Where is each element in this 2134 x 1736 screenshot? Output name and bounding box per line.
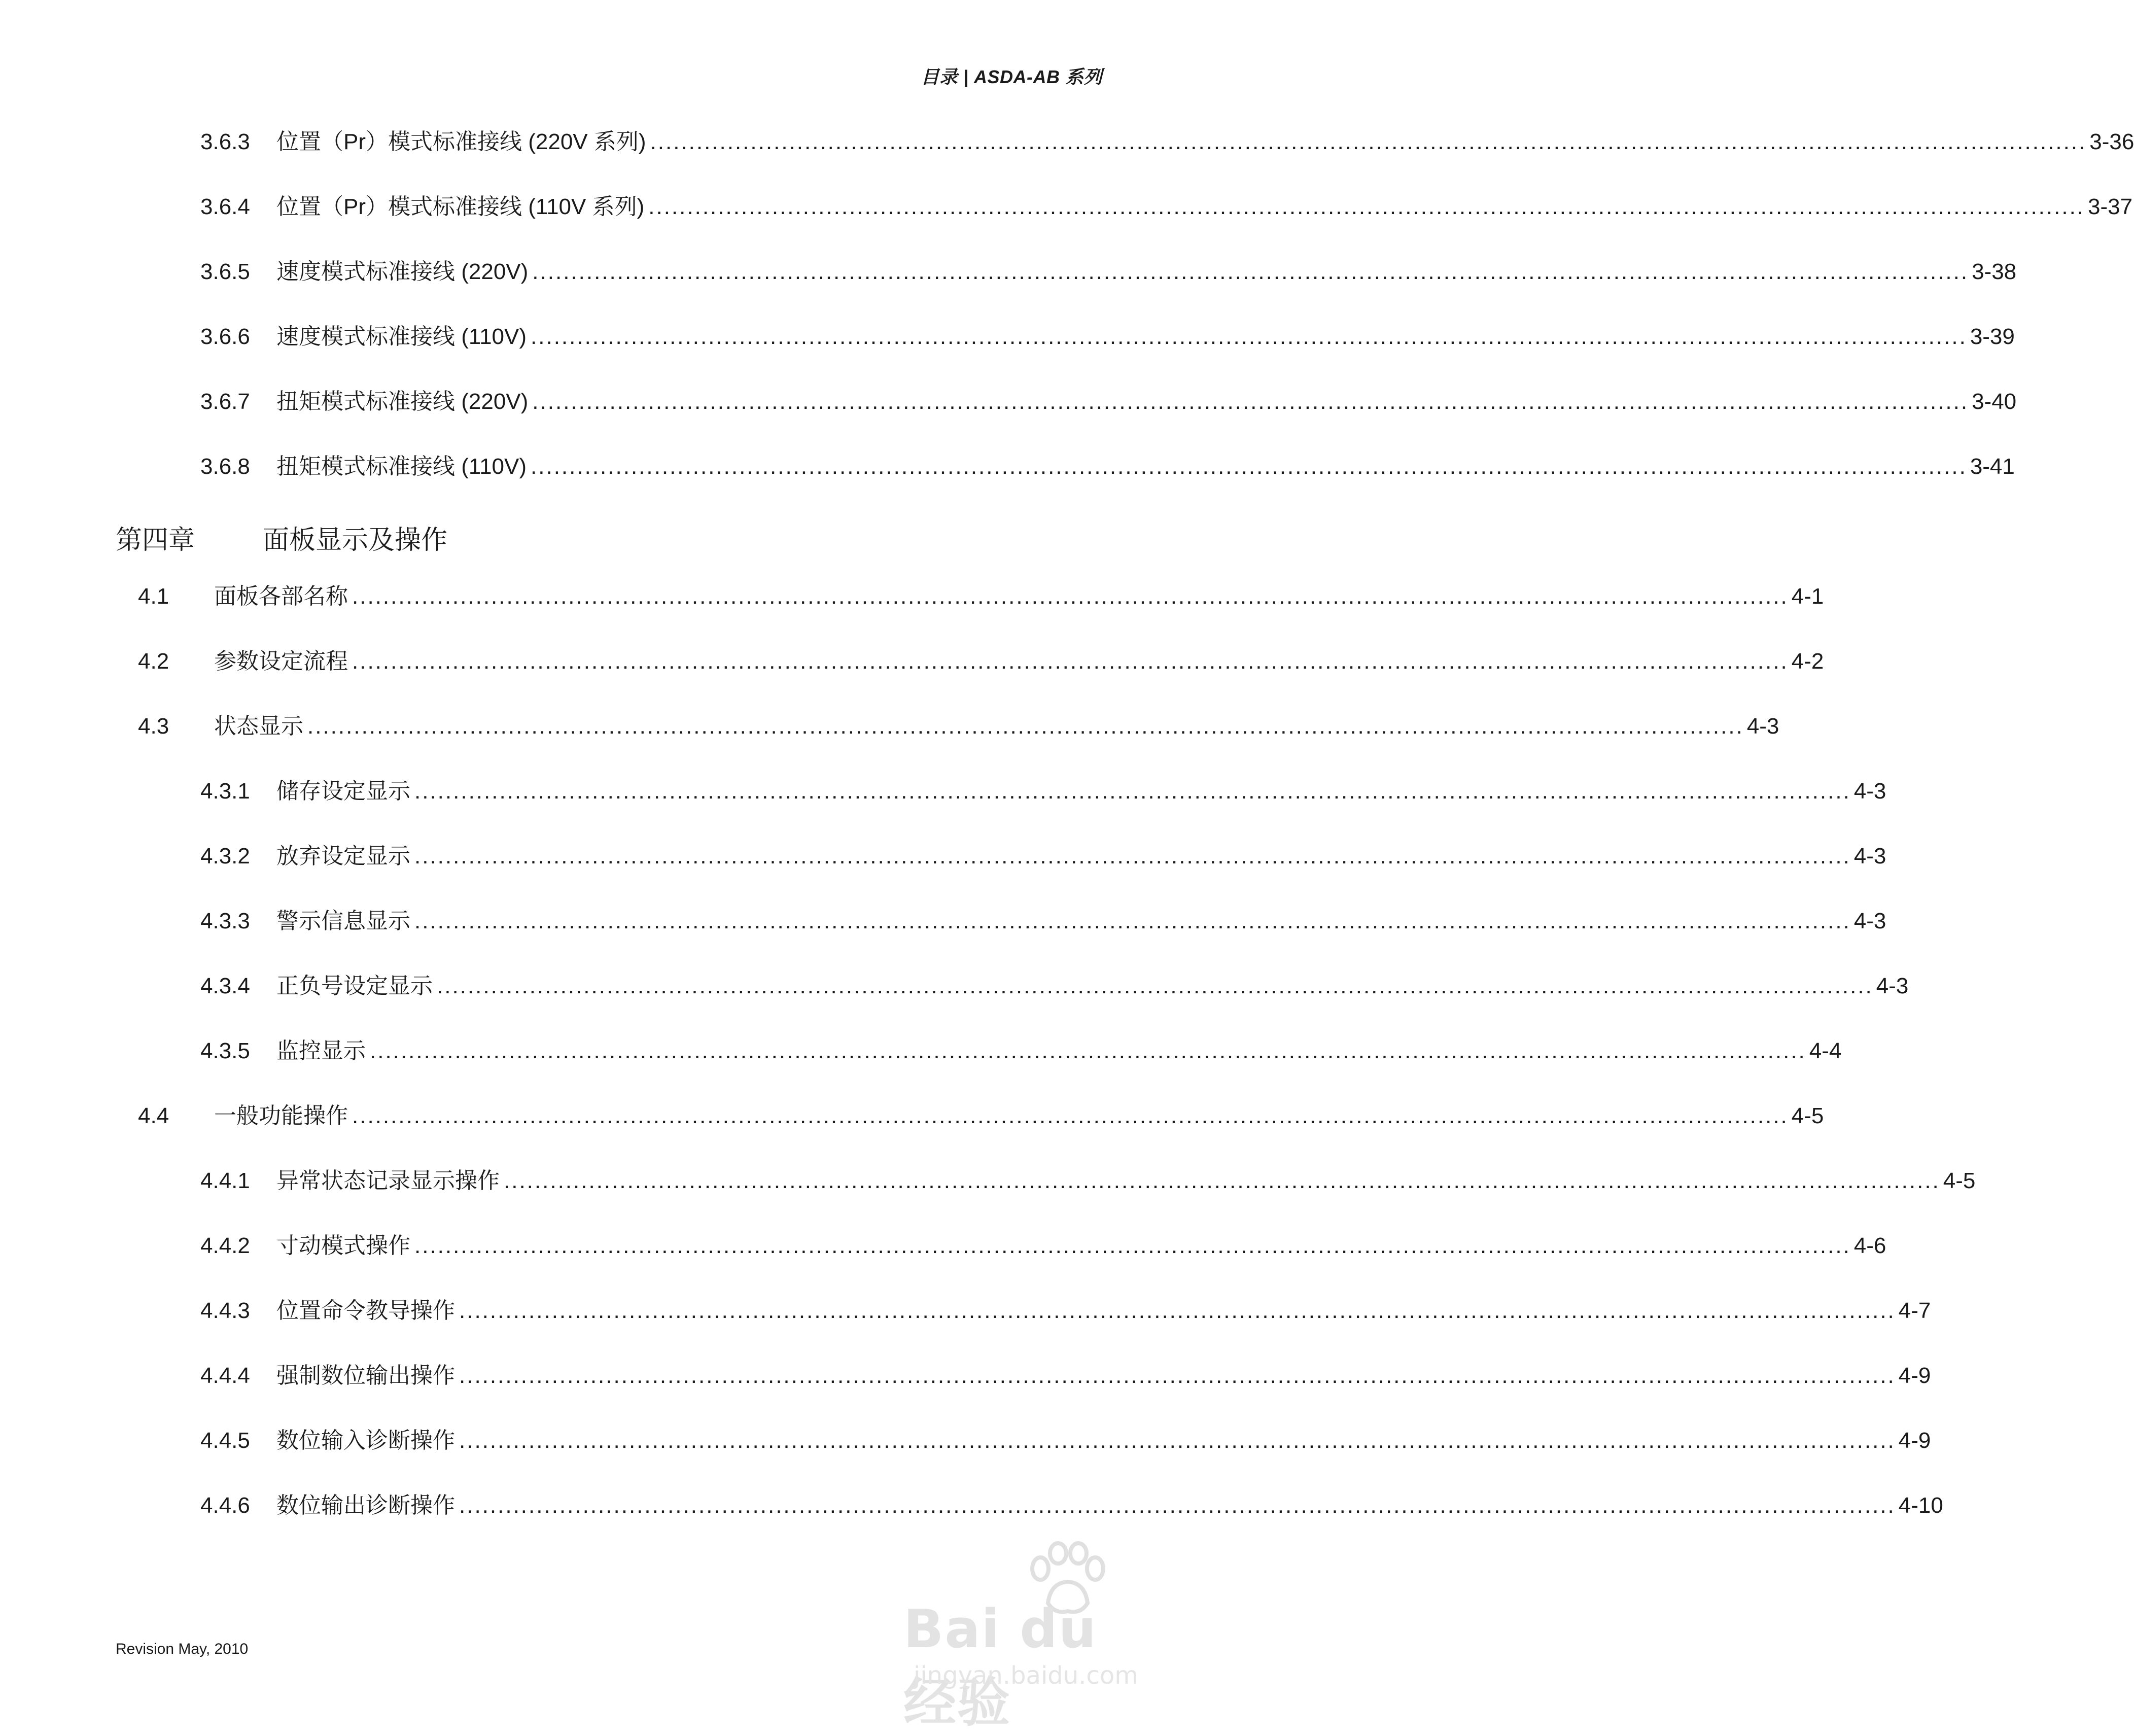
entry-number: 4.4.4 bbox=[200, 1363, 250, 1388]
entry-page: 4-5 bbox=[1943, 1168, 1976, 1193]
entry-title: 强制数位输出操作 bbox=[276, 1363, 455, 1388]
entry-title: 寸动模式操作 bbox=[276, 1233, 410, 1258]
dot-leader: .......................................................................................................................................................................................... bbox=[352, 649, 1789, 674]
entry-page: 4-3 bbox=[1876, 974, 1909, 998]
entry-title: 正负号设定显示 bbox=[276, 974, 433, 998]
toc-entry[interactable] bbox=[138, 649, 1824, 674]
toc-entry[interactable] bbox=[200, 1038, 1842, 1063]
entry-title: 位置（Pr）模式标准接线 (110V 系列) bbox=[276, 194, 645, 219]
entry-title: 数位输出诊断操作 bbox=[276, 1493, 455, 1518]
dot-leader: .......................................................................................................................................................................................... bbox=[531, 324, 1967, 349]
dot-leader: .......................................................................................................................................................................................... bbox=[352, 1103, 1789, 1128]
toc-entry[interactable] bbox=[200, 1493, 1943, 1518]
toc-entry[interactable] bbox=[200, 194, 2133, 219]
entry-title: 监控显示 bbox=[276, 1038, 366, 1063]
entry-title: 速度模式标准接线 (110V) bbox=[276, 324, 527, 349]
dot-leader: .......................................................................................................................................................................................... bbox=[459, 1298, 1896, 1323]
toc-entry[interactable] bbox=[200, 779, 1886, 804]
entry-title: 异常状态记录显示操作 bbox=[276, 1168, 500, 1193]
entry-title: 扭矩模式标准接线 (220V) bbox=[276, 389, 529, 414]
dot-leader: .......................................................................................................................................................................................... bbox=[352, 584, 1789, 609]
toc-entry[interactable] bbox=[200, 389, 2017, 414]
entry-page: 4-10 bbox=[1898, 1493, 1943, 1518]
entry-number: 3.6.7 bbox=[200, 389, 250, 414]
toc-entry[interactable] bbox=[200, 259, 2017, 284]
toc-entry[interactable] bbox=[138, 714, 1779, 739]
entry-number: 3.6.8 bbox=[200, 454, 250, 479]
entry-title: 面板各部名称 bbox=[214, 584, 348, 609]
dot-leader: .......................................................................................................................................................................................... bbox=[504, 1168, 1940, 1193]
entry-title: 警示信息显示 bbox=[276, 909, 410, 933]
toc-entry[interactable] bbox=[200, 1168, 1976, 1193]
dot-leader: .......................................................................................................................................................................................... bbox=[414, 779, 1851, 804]
entry-number: 4.2 bbox=[138, 649, 169, 674]
entry-page: 3-36 bbox=[2089, 129, 2134, 154]
dot-leader: .......................................................................................................................................................................................... bbox=[414, 1233, 1851, 1258]
toc-entry[interactable] bbox=[200, 129, 2134, 154]
dot-leader: .......................................................................................................................................................................................... bbox=[459, 1493, 1896, 1518]
dot-leader: .......................................................................................................................................................................................... bbox=[370, 1038, 1806, 1063]
dot-leader: .......................................................................................................................................................................................... bbox=[307, 714, 1744, 739]
baidu-watermark bbox=[903, 1542, 1167, 1733]
entry-number: 4.4.2 bbox=[200, 1233, 250, 1258]
toc-entry[interactable] bbox=[200, 1233, 1886, 1258]
dot-leader: .......................................................................................................................................................................................... bbox=[648, 194, 2085, 219]
entry-page: 3-41 bbox=[1970, 454, 2015, 479]
dot-leader: .......................................................................................................................................................................................... bbox=[531, 454, 1967, 479]
toc-entry[interactable] bbox=[200, 454, 2015, 479]
entry-number: 4.3.5 bbox=[200, 1038, 250, 1063]
entry-page: 4-3 bbox=[1853, 909, 1886, 933]
entry-number: 4.4.1 bbox=[200, 1168, 250, 1193]
page-footer: Revision May, 2010 bbox=[116, 1641, 249, 1657]
entry-number: 3.6.6 bbox=[200, 324, 250, 349]
entry-number: 3.6.4 bbox=[200, 194, 250, 219]
entry-page: 4-9 bbox=[1898, 1428, 1931, 1453]
toc-entry[interactable] bbox=[138, 584, 1824, 609]
chapter-number: 第四章 bbox=[116, 525, 195, 555]
entry-page: 4-3 bbox=[1853, 779, 1886, 804]
toc-entry[interactable] bbox=[200, 974, 1909, 998]
entry-title: 位置命令教导操作 bbox=[276, 1298, 455, 1323]
dot-leader: .......................................................................................................................................................................................... bbox=[459, 1428, 1896, 1453]
watermark-url: jingyan.baidu.com bbox=[914, 1661, 1138, 1690]
entry-page: 4-2 bbox=[1791, 649, 1824, 674]
dot-leader: .......................................................................................................................................................................................... bbox=[532, 389, 1969, 414]
chapter-title: 面板显示及操作 bbox=[263, 525, 448, 555]
entry-page: 3-39 bbox=[1970, 324, 2015, 349]
entry-page: 4-3 bbox=[1853, 844, 1886, 869]
toc-entry[interactable] bbox=[200, 844, 1886, 869]
entry-number: 4.3.4 bbox=[200, 974, 250, 998]
dot-leader: .......................................................................................................................................................................................... bbox=[437, 974, 1873, 998]
entry-number: 4.4.5 bbox=[200, 1428, 250, 1453]
entry-number: 4.1 bbox=[138, 584, 169, 609]
entry-title: 速度模式标准接线 (220V) bbox=[276, 259, 529, 284]
entry-title: 扭矩模式标准接线 (110V) bbox=[276, 454, 527, 479]
entry-number: 3.6.5 bbox=[200, 259, 250, 284]
toc-entry[interactable] bbox=[200, 1363, 1931, 1388]
entry-page: 4-5 bbox=[1791, 1103, 1824, 1128]
entry-number: 4.3.1 bbox=[200, 779, 250, 804]
dot-leader: .......................................................................................................................................................................................... bbox=[414, 844, 1851, 869]
dot-leader: .......................................................................................................................................................................................... bbox=[650, 129, 2087, 154]
entry-title: 储存设定显示 bbox=[276, 779, 410, 804]
toc-entry[interactable] bbox=[200, 1298, 1931, 1323]
dot-leader: .......................................................................................................................................................................................... bbox=[459, 1363, 1896, 1388]
entry-page: 4-1 bbox=[1791, 584, 1824, 609]
entry-number: 4.3.2 bbox=[200, 844, 250, 869]
entry-title: 放弃设定显示 bbox=[276, 844, 410, 869]
entry-page: 4-4 bbox=[1809, 1038, 1842, 1063]
entry-page: 3-37 bbox=[2088, 194, 2133, 219]
entry-page: 3-40 bbox=[1972, 389, 2017, 414]
dot-leader: .......................................................................................................................................................................................... bbox=[532, 259, 1969, 284]
entry-page: 4-7 bbox=[1898, 1298, 1931, 1323]
entry-number: 4.3 bbox=[138, 714, 169, 739]
watermark-logo: Bai du 经验 bbox=[903, 1598, 1097, 1733]
entry-title: 状态显示 bbox=[214, 714, 303, 739]
entry-page: 4-6 bbox=[1853, 1233, 1886, 1258]
page-header: 目录 | ASDA-AB 系列 bbox=[921, 66, 1102, 87]
chapter-heading[interactable] bbox=[116, 518, 447, 557]
entry-number: 4.4.3 bbox=[200, 1298, 250, 1323]
toc-entry[interactable] bbox=[138, 1103, 1824, 1128]
entry-page: 3-38 bbox=[1972, 259, 2017, 284]
toc-entry[interactable] bbox=[200, 1428, 1931, 1453]
entry-page: 4-3 bbox=[1746, 714, 1779, 739]
entry-number: 3.6.3 bbox=[200, 129, 250, 154]
entry-title: 数位输入诊断操作 bbox=[276, 1428, 455, 1453]
dot-leader: .......................................................................................................................................................................................... bbox=[414, 909, 1851, 933]
entry-page: 4-9 bbox=[1898, 1363, 1931, 1388]
entry-title: 一般功能操作 bbox=[214, 1103, 348, 1128]
toc-entry[interactable] bbox=[200, 909, 1886, 933]
entry-number: 4.4.6 bbox=[200, 1493, 250, 1518]
entry-title: 参数设定流程 bbox=[214, 649, 348, 674]
toc-entry[interactable] bbox=[200, 324, 2015, 349]
entry-number: 4.3.3 bbox=[200, 909, 250, 933]
entry-title: 位置（Pr）模式标准接线 (220V 系列) bbox=[276, 129, 646, 154]
entry-number: 4.4 bbox=[138, 1103, 169, 1128]
